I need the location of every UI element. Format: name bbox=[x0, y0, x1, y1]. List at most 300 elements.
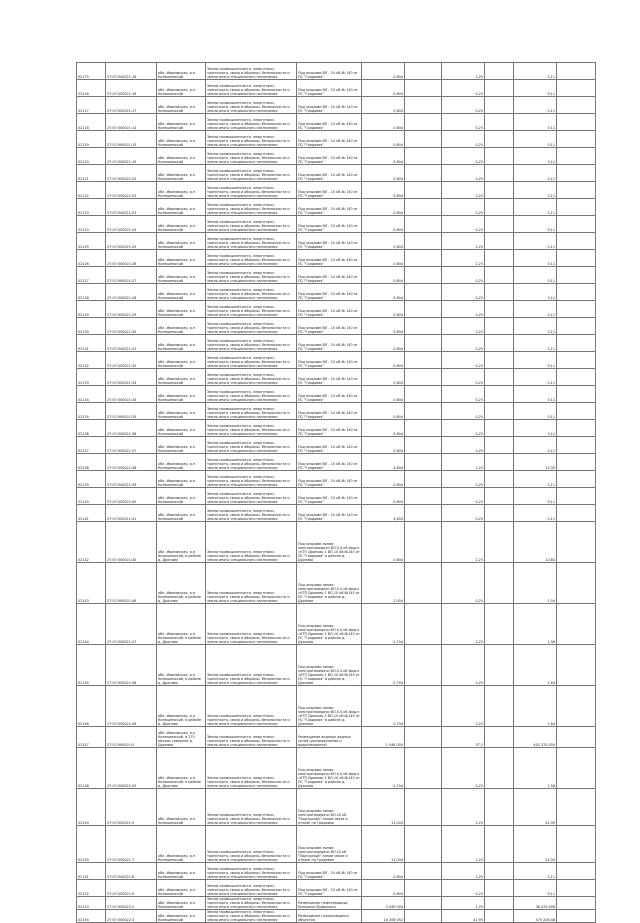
area-cell: 0,604 bbox=[362, 471, 405, 488]
share-cell: 0,25 bbox=[442, 216, 485, 233]
empty-cell bbox=[485, 216, 514, 233]
row-number-cell: 02124 bbox=[77, 216, 106, 233]
sum-cell: 0,11 bbox=[514, 267, 557, 284]
empty-cell bbox=[557, 897, 596, 910]
table-row bbox=[77, 335, 596, 352]
empty-cell bbox=[485, 148, 514, 165]
sum-cell: 0,11 bbox=[514, 318, 557, 335]
cadastral-number-cell: 27:07:000021:14 bbox=[106, 114, 157, 131]
row-number-cell: 02151 bbox=[77, 863, 106, 880]
address-cell: обл. Ивановская, р-н Кинешемский bbox=[157, 420, 206, 437]
sum-cell: 0,11 bbox=[514, 131, 557, 148]
share-cell: 0,25 bbox=[442, 437, 485, 454]
address-cell: обл. Ивановская, р-н Кинешемский bbox=[157, 403, 206, 420]
permitted-use-cell: Под опорами ВЛ - 10 кВ № 140 от ПС "Грядовая" bbox=[297, 182, 362, 199]
permitted-use-cell: Под опорами ВЛ - 10 кВ № 140 от ПС "Грядовая" bbox=[297, 63, 362, 80]
permitted-use-cell: Под опорами ВЛ - 10 кВ № 140 от ПС "Грядовая" bbox=[297, 880, 362, 897]
area-cell: 0,604 bbox=[362, 863, 405, 880]
table-row bbox=[77, 863, 596, 880]
share-cell: 2,25 bbox=[442, 604, 485, 645]
empty-cell bbox=[485, 522, 514, 563]
address-cell: обл. Ивановская, р-н Кинешемский bbox=[157, 267, 206, 284]
share-cell: 0,25 bbox=[442, 267, 485, 284]
empty-cell bbox=[485, 789, 514, 826]
empty-cell bbox=[405, 645, 442, 686]
share-cell: 0,25 bbox=[442, 301, 485, 318]
table-row bbox=[77, 267, 596, 284]
row-number-cell: 02150 bbox=[77, 826, 106, 863]
sum-cell: 0,11 bbox=[514, 352, 557, 369]
empty-cell bbox=[557, 880, 596, 897]
address-cell: обл. Ивановская, р-н Кинешемский, в районе д. Дроново bbox=[157, 522, 206, 563]
permitted-use-cell: Под опорами линии электропередачи ВЛ-0,4 кВ фид.н «КТП Дроново 1 ВЛ-10 кВ №145 от ПС "Грядовая" в районе д. Дроново bbox=[297, 604, 362, 645]
land-category-cell: Земли промышленности, энергетики, транспорта, связи и обороны, безопасности и земли иного специального назначения bbox=[206, 301, 297, 318]
empty-cell bbox=[405, 897, 442, 910]
address-cell: обл. Ивановская, р-н Кинешемский, в 270 метрах севернее д. Дроново bbox=[157, 727, 206, 748]
empty-cell bbox=[405, 80, 442, 97]
area-cell: 4,604 bbox=[362, 454, 405, 471]
address-cell: обл. Ивановская, р-н Кинешемский bbox=[157, 826, 206, 863]
address-cell: обл. Ивановская, р-н Кинешемский, в районе д. Дроново bbox=[157, 645, 206, 686]
cadastral-number-cell: 27:07:000021:38 bbox=[106, 454, 157, 471]
row-number-cell: 02144 bbox=[77, 604, 106, 645]
address-cell: обл. Ивановская, р-н Кинешемский, в районе д. Дроново bbox=[157, 686, 206, 727]
area-cell: 0,604 bbox=[362, 369, 405, 386]
cadastral-number-cell: 27:07:000021:41 bbox=[106, 505, 157, 522]
cadastral-number-cell: 27:07:000021:19 bbox=[106, 148, 157, 165]
address-cell: обл. Ивановская, р-н Кинешемский bbox=[157, 454, 206, 471]
permitted-use-cell: Под опорами ВЛ - 10 кВ № 140 от ПС "Грядовая" bbox=[297, 131, 362, 148]
address-cell: обл. Ивановская, р-н Кинешемский bbox=[157, 148, 206, 165]
permitted-use-cell: Под опорами ВЛ - 10 кВ № 140 от ПС "Грядовая" bbox=[297, 250, 362, 267]
area-cell: 0,704 bbox=[362, 645, 405, 686]
empty-cell bbox=[485, 335, 514, 352]
cadastral-number-cell: 27:07:000021:36 bbox=[106, 420, 157, 437]
empty-cell bbox=[557, 63, 596, 80]
land-category-cell: Земли промышленности, энергетики, транспорта, связи и обороны, безопасности и земли иного специального назначения bbox=[206, 505, 297, 522]
cadastral-number-cell: 27:07:000021:33 bbox=[106, 369, 157, 386]
empty-cell bbox=[485, 80, 514, 97]
share-cell: 2,25 bbox=[442, 522, 485, 563]
share-cell: 0,25 bbox=[442, 686, 485, 727]
address-cell: обл. Ивановская, р-н Кинешемский bbox=[157, 897, 206, 910]
empty-cell bbox=[485, 182, 514, 199]
address-cell: обл. Ивановская, р-н Кинешемский, в районе д. Дроново bbox=[157, 748, 206, 789]
empty-cell bbox=[557, 216, 596, 233]
empty-cell bbox=[405, 748, 442, 789]
empty-cell bbox=[485, 488, 514, 505]
land-category-cell: Земли промышленности, энергетики, транспорта, связи и обороны, безопасности и земли иного специального назначения bbox=[206, 386, 297, 403]
empty-cell bbox=[405, 604, 442, 645]
area-cell: 0,604 bbox=[362, 403, 405, 420]
empty-cell bbox=[405, 522, 442, 563]
empty-cell bbox=[405, 352, 442, 369]
sum-cell: 402 375,000 bbox=[514, 727, 557, 748]
land-category-cell: Земли промышленности, энергетики, транспорта, связи и обороны, безопасности и земли иного специального назначения bbox=[206, 488, 297, 505]
row-number-cell: 02153 bbox=[77, 897, 106, 910]
sum-cell: 0,11 bbox=[514, 437, 557, 454]
sum-cell: 10,84 bbox=[514, 522, 557, 563]
row-number-cell: 02139 bbox=[77, 471, 106, 488]
empty-cell bbox=[557, 420, 596, 437]
permitted-use-cell: Под опорами ВЛ - 10 кВ № 140 от ПС "Грядовая" bbox=[297, 114, 362, 131]
row-number-cell: 02122 bbox=[77, 182, 106, 199]
share-cell: 0,25 bbox=[442, 880, 485, 897]
land-category-cell: Земли промышленности, энергетики, транспорта, связи и обороны, безопасности и земли иного специального назначения bbox=[206, 727, 297, 748]
permitted-use-cell: Под опорами ВЛ - 10 кВ № 140 от ПС "Грядовая" bbox=[297, 233, 362, 250]
cadastral-number-cell: 27:07:000021:22 bbox=[106, 182, 157, 199]
cadastral-number-cell: 27:07:000021:13 bbox=[106, 131, 157, 148]
row-number-cell: 02138 bbox=[77, 454, 106, 471]
share-cell: 2,25 bbox=[442, 863, 485, 880]
land-category-cell: Земли промышленности, энергетики, транспорта, связи и обороны, безопасности и земли иного специального назначения bbox=[206, 318, 297, 335]
row-number-cell: 02131 bbox=[77, 335, 106, 352]
area-cell: 0,604 bbox=[362, 114, 405, 131]
address-cell: обл. Ивановская, р-н Кинешемский bbox=[157, 63, 206, 80]
empty-cell bbox=[557, 604, 596, 645]
area-cell: 0,604 bbox=[362, 488, 405, 505]
empty-cell bbox=[557, 97, 596, 114]
empty-cell bbox=[405, 131, 442, 148]
row-number-cell: 02175 bbox=[77, 63, 106, 80]
table-row bbox=[77, 789, 596, 826]
sum-cell: 0,11 bbox=[514, 63, 557, 80]
empty-cell bbox=[557, 250, 596, 267]
permitted-use-cell: Под опорами ВЛ - 10 кВ № 140 от ПС "Грядовая" bbox=[297, 454, 362, 471]
share-cell: 0,25 bbox=[442, 645, 485, 686]
land-category-cell: Земли промышленности, энергетики, транспорта, связи и обороны, безопасности и земли иного специального назначения bbox=[206, 352, 297, 369]
area-cell: 0,604 bbox=[362, 880, 405, 897]
empty-cell bbox=[557, 789, 596, 826]
share-cell: 0,25 bbox=[442, 284, 485, 301]
land-category-cell: Земли промышленности, энергетики, транспорта, связи и обороны, безопасности и земли иного специального назначения bbox=[206, 910, 297, 923]
land-category-cell: Земли промышленности, энергетики, транспорта, связи и обороны, безопасности и земли иного специального назначения bbox=[206, 63, 297, 80]
empty-cell bbox=[485, 863, 514, 880]
empty-cell bbox=[405, 199, 442, 216]
sum-cell: 0,11 bbox=[514, 403, 557, 420]
sum-cell: 1,58 bbox=[514, 748, 557, 789]
row-number-cell: 02116 bbox=[77, 80, 106, 97]
sum-cell: 0,11 bbox=[514, 233, 557, 250]
share-cell: 2,25 bbox=[442, 233, 485, 250]
permitted-use-cell: Под опорами линии электропередачи ВЛ-0,4 кВ фид.н «КТП Дроново 1 ВЛ-10 кВ №145 от ПС "Грядовая" в районе д. Дроново bbox=[297, 748, 362, 789]
empty-cell bbox=[405, 437, 442, 454]
table-row bbox=[77, 131, 596, 148]
row-number-cell: 02123 bbox=[77, 199, 106, 216]
share-cell: 0,25 bbox=[442, 318, 485, 335]
empty-cell bbox=[485, 420, 514, 437]
area-cell: 0,604 bbox=[362, 250, 405, 267]
row-number-cell: 02133 bbox=[77, 369, 106, 386]
row-number-cell: 02149 bbox=[77, 789, 106, 826]
land-category-cell: Земли промышленности, энергетики, транспорта, связи и обороны, безопасности и земли иного специального назначения bbox=[206, 267, 297, 284]
permitted-use-cell: Под опорами ВЛ - 10 кВ № 140 от ПС "Грядовая" bbox=[297, 97, 362, 114]
share-cell: 41,95 bbox=[442, 910, 485, 923]
address-cell: обл. Ивановская, р-н Кинешемский bbox=[157, 216, 206, 233]
cadastral-number-cell: 27:07:000021:29 bbox=[106, 301, 157, 318]
address-cell: обл. Ивановская, р-н Кинешемский bbox=[157, 471, 206, 488]
empty-cell bbox=[405, 233, 442, 250]
land-category-cell: Земли промышленности, энергетики, транспорта, связи и обороны, безопасности и земли иного специального назначения bbox=[206, 826, 297, 863]
empty-cell bbox=[405, 369, 442, 386]
empty-cell bbox=[557, 284, 596, 301]
empty-cell bbox=[557, 826, 596, 863]
empty-cell bbox=[557, 386, 596, 403]
share-cell: 0,25 bbox=[442, 199, 485, 216]
empty-cell bbox=[557, 80, 596, 97]
empty-cell bbox=[557, 505, 596, 522]
sum-cell: 0,11 bbox=[514, 471, 557, 488]
empty-cell bbox=[557, 563, 596, 604]
table-row bbox=[77, 148, 596, 165]
table-row bbox=[77, 97, 596, 114]
land-category-cell: Земли промышленности, энергетики, транспорта, связи и обороны, безопасности и земли иного специального назначения bbox=[206, 604, 297, 645]
empty-cell bbox=[485, 131, 514, 148]
table-row bbox=[77, 369, 596, 386]
permitted-use-cell: Под опорами ВЛ - 10 кВ № 140 от ПС "Грядовая" bbox=[297, 284, 362, 301]
share-cell: 0,25 bbox=[442, 505, 485, 522]
empty-cell bbox=[405, 114, 442, 131]
empty-cell bbox=[557, 454, 596, 471]
cadastral-number-cell: 27:07:000021:46 bbox=[106, 563, 157, 604]
land-category-cell: Земли промышленности, энергетики, транспорта, связи и обороны, безопасности и земли иного специального назначения bbox=[206, 369, 297, 386]
share-cell: 0,25 bbox=[442, 420, 485, 437]
cadastral-number-cell: 27:07:000021:8 bbox=[106, 863, 157, 880]
land-category-cell: Земли промышленности, энергетики, транспорта, связи и обороны, безопасности и земли иного специального назначения bbox=[206, 789, 297, 826]
permitted-use-cell: Под опорами ВЛ - 10 кВ № 140 от ПС "Грядовая" bbox=[297, 148, 362, 165]
row-number-cell: 02143 bbox=[77, 563, 106, 604]
cadastral-number-cell: 27:07:000021:5 bbox=[106, 727, 157, 748]
area-cell: 0,604 bbox=[362, 522, 405, 563]
address-cell: обл. Ивановская, р-н Кинешемский bbox=[157, 369, 206, 386]
sum-cell: 0,11 bbox=[514, 182, 557, 199]
cadastral-number-cell: 27:07:000021:47 bbox=[106, 604, 157, 645]
cadastral-number-cell: 27:07:000021:9 bbox=[106, 880, 157, 897]
permitted-use-cell: Под опорами ВЛ - 10 кВ № 140 от ПС "Грядовая" bbox=[297, 318, 362, 335]
address-cell: обл. Ивановская, р-н Кинешемский bbox=[157, 165, 206, 182]
row-number-cell: 02154 bbox=[77, 910, 106, 923]
sum-cell: 0,11 bbox=[514, 250, 557, 267]
table-row bbox=[77, 471, 596, 488]
sum-cell: 24,39 bbox=[514, 789, 557, 826]
empty-cell bbox=[485, 748, 514, 789]
empty-cell bbox=[405, 420, 442, 437]
cadastral-number-cell: 27:07:000021:26 bbox=[106, 250, 157, 267]
empty-cell bbox=[405, 454, 442, 471]
table-row bbox=[77, 645, 596, 686]
address-cell: обл. Ивановская, р-н Кинешемский bbox=[157, 97, 206, 114]
area-cell: 0,604 bbox=[362, 199, 405, 216]
permitted-use-cell: Под опорами линии электропередачи ВЛ-10 кВ "Подгорный" линии связи и отпаек на Грядовая bbox=[297, 826, 362, 863]
address-cell: обл. Ивановская, р-н Кинешемский, в районе д. Дроново bbox=[157, 604, 206, 645]
permitted-use-cell: Под опорами линии электропередачи ВЛ-0,4 кВ фид.н «КТП Дроново 1 ВЛ-10 кВ №145 от ПС "Грядовая" в районе д. Дроново bbox=[297, 686, 362, 727]
share-cell: 0,25 bbox=[442, 386, 485, 403]
area-cell: 10 206 052 bbox=[362, 910, 405, 923]
empty-cell bbox=[405, 563, 442, 604]
row-number-cell: 02125 bbox=[77, 233, 106, 250]
table-row bbox=[77, 301, 596, 318]
sum-cell: 0,11 bbox=[514, 216, 557, 233]
table-row bbox=[77, 897, 596, 910]
sum-cell: 0,11 bbox=[514, 880, 557, 897]
empty-cell bbox=[557, 403, 596, 420]
address-cell: обл. Ивановская, р-н Кинешемский bbox=[157, 199, 206, 216]
land-category-cell: Земли промышленности, энергетики, транспорта, связи и обороны, безопасности и земли иного специального назначения bbox=[206, 437, 297, 454]
address-cell: обл. Ивановская, р-н Кинешемский bbox=[157, 910, 206, 923]
empty-cell bbox=[405, 386, 442, 403]
area-cell: 0,604 bbox=[362, 97, 405, 114]
land-category-cell: Земли промышленности, энергетики, транспорта, связи и обороны, безопасности и земли иного специального назначения bbox=[206, 284, 297, 301]
cadastral-number-cell: 27:07:000021:35 bbox=[106, 403, 157, 420]
row-number-cell: 02136 bbox=[77, 420, 106, 437]
share-cell: 0,25 bbox=[442, 748, 485, 789]
table-row bbox=[77, 880, 596, 897]
empty-cell bbox=[485, 233, 514, 250]
row-number-cell: 02132 bbox=[77, 352, 106, 369]
empty-cell bbox=[485, 63, 514, 80]
table-row bbox=[77, 114, 596, 131]
share-cell: 0,25 bbox=[442, 131, 485, 148]
address-cell: обл. Ивановская, р-н Кинешемский bbox=[157, 301, 206, 318]
area-cell: 0,704 bbox=[362, 604, 405, 645]
permitted-use-cell: Под опорами линии электропередачи ВЛ-0,4 кВ фид.н «КТП Дроново 1 ВЛ-10 кВ №145 от ПС "Грядовая" в районе д. Дроново bbox=[297, 645, 362, 686]
address-cell: обл. Ивановская, р-н Кинешемский bbox=[157, 335, 206, 352]
empty-cell bbox=[485, 369, 514, 386]
table-row bbox=[77, 522, 596, 563]
empty-cell bbox=[485, 880, 514, 897]
empty-cell bbox=[557, 233, 596, 250]
row-number-cell: 02126 bbox=[77, 250, 106, 267]
land-category-cell: Земли промышленности, энергетики, транспорта, связи и обороны, безопасности и земли иного специального назначения bbox=[206, 97, 297, 114]
empty-cell bbox=[485, 199, 514, 216]
row-number-cell: 02146 bbox=[77, 686, 106, 727]
row-number-cell: 02142 bbox=[77, 522, 106, 563]
empty-cell bbox=[485, 301, 514, 318]
empty-cell bbox=[405, 403, 442, 420]
address-cell: обл. Ивановская, р-н Кинешемский bbox=[157, 437, 206, 454]
table-row bbox=[77, 199, 596, 216]
empty-cell bbox=[557, 318, 596, 335]
share-cell: 2,25 bbox=[442, 826, 485, 863]
area-cell: 0,704 bbox=[362, 686, 405, 727]
empty-cell bbox=[485, 386, 514, 403]
sum-cell: 0,11 bbox=[514, 488, 557, 505]
table-row bbox=[77, 233, 596, 250]
permitted-use-cell: Под опорами ВЛ - 10 кВ № 140 от ПС "Грядовая" bbox=[297, 165, 362, 182]
area-cell: 2,004 bbox=[362, 563, 405, 604]
area-cell: 11,004 bbox=[362, 789, 405, 826]
cadastral-register-table bbox=[76, 62, 596, 923]
empty-cell bbox=[405, 471, 442, 488]
share-cell: 2,25 bbox=[442, 789, 485, 826]
empty-cell bbox=[405, 97, 442, 114]
table-row bbox=[77, 80, 596, 97]
sum-cell: 0,11 bbox=[514, 199, 557, 216]
sum-cell: 475 208,48 bbox=[514, 910, 557, 923]
address-cell: обл. Ивановская, р-н Кинешемский bbox=[157, 352, 206, 369]
table-row bbox=[77, 250, 596, 267]
empty-cell bbox=[557, 352, 596, 369]
sum-cell: 15,35 bbox=[514, 454, 557, 471]
cadastral-number-cell: 27:07:000021:34 bbox=[106, 386, 157, 403]
empty-cell bbox=[485, 437, 514, 454]
area-cell: 4,604 bbox=[362, 505, 405, 522]
empty-cell bbox=[405, 826, 442, 863]
area-cell: 0,604 bbox=[362, 148, 405, 165]
row-number-cell: 02140 bbox=[77, 488, 106, 505]
sum-cell: 1,04 bbox=[514, 563, 557, 604]
row-number-cell: 02128 bbox=[77, 284, 106, 301]
land-category-cell: Земли промышленности, энергетики, транспорта, связи и обороны, безопасности и земли иного специального назначения bbox=[206, 863, 297, 880]
table-row bbox=[77, 910, 596, 923]
cadastral-number-cell: 27:07:000021:18 bbox=[106, 80, 157, 97]
table-row bbox=[77, 454, 596, 471]
cadastral-number-cell: 27:07:000021:28 bbox=[106, 284, 157, 301]
area-cell: 0,604 bbox=[362, 182, 405, 199]
share-cell: 37,5 bbox=[442, 727, 485, 748]
empty-cell bbox=[405, 335, 442, 352]
permitted-use-cell: Под опорами линии электропередачи ВЛ-0,4 кВ фид.н «КТП Дроново 1 ВЛ-10 кВ №145 от ПС "Грядовая" в районе д. Дроново bbox=[297, 563, 362, 604]
empty-cell bbox=[557, 863, 596, 880]
cadastral-number-cell: 27:07:000021:40 bbox=[106, 488, 157, 505]
permitted-use-cell: Под опорами ВЛ - 10 кВ № 140 от ПС "Грядовая" bbox=[297, 863, 362, 880]
empty-cell bbox=[485, 284, 514, 301]
empty-cell bbox=[485, 318, 514, 335]
share-cell: 2,25 bbox=[442, 454, 485, 471]
cadastral-number-cell: 27:07:000021:27 bbox=[106, 267, 157, 284]
area-cell: 0,604 bbox=[362, 301, 405, 318]
table-row bbox=[77, 403, 596, 420]
cadastral-number-cell: 27:07:000021:24 bbox=[106, 216, 157, 233]
area-cell: 0,604 bbox=[362, 386, 405, 403]
address-cell: обл. Ивановская, р-н Кинешемский bbox=[157, 284, 206, 301]
cadastral-number-cell: 27:07:000021:37 bbox=[106, 437, 157, 454]
cadastral-number-cell: 27:07:000021:50 bbox=[106, 748, 157, 789]
permitted-use-cell: Под опорами ВЛ - 10 кВ № 140 от ПС "Грядовая" bbox=[297, 403, 362, 420]
empty-cell bbox=[405, 318, 442, 335]
area-cell: 0,704 bbox=[362, 748, 405, 789]
row-number-cell: 02129 bbox=[77, 301, 106, 318]
land-category-cell: Земли промышленности, энергетики, транспорта, связи и обороны, безопасности и земли иного специального назначения bbox=[206, 880, 297, 897]
sum-cell: 0,11 bbox=[514, 148, 557, 165]
share-cell: 0,25 bbox=[442, 563, 485, 604]
area-cell: 0,604 bbox=[362, 233, 405, 250]
permitted-use-cell: Под опорами ВЛ - 10 кВ № 140 от ПС "Грядовая" bbox=[297, 369, 362, 386]
permitted-use-cell: Под опорами ВЛ - 10 кВ № 140 от ПС "Грядовая" bbox=[297, 420, 362, 437]
empty-cell bbox=[485, 897, 514, 910]
cadastral-number-cell: 27:07:000022:3 bbox=[106, 910, 157, 923]
empty-cell bbox=[557, 182, 596, 199]
cadastral-number-cell: 27:07:000021:17 bbox=[106, 97, 157, 114]
empty-cell bbox=[485, 910, 514, 923]
table-row bbox=[77, 563, 596, 604]
sum-cell: 0,11 bbox=[514, 386, 557, 403]
row-number-cell: 02117 bbox=[77, 97, 106, 114]
sum-cell: 1,36 bbox=[514, 604, 557, 645]
area-cell: 0,604 bbox=[362, 437, 405, 454]
area-cell: 3 049 004 bbox=[362, 897, 405, 910]
row-number-cell: 02134 bbox=[77, 386, 106, 403]
table-row bbox=[77, 63, 596, 80]
share-cell: 0,25 bbox=[442, 403, 485, 420]
address-cell: обл. Ивановская, р-н Кинешемский, в районе д. Дроново bbox=[157, 563, 206, 604]
empty-cell bbox=[557, 335, 596, 352]
table-row bbox=[77, 727, 596, 748]
address-cell: обл. Ивановская, р-н Кинешемский bbox=[157, 318, 206, 335]
area-cell: 0,604 bbox=[362, 80, 405, 97]
area-cell: 0,604 bbox=[362, 216, 405, 233]
area-cell: 11,004 bbox=[362, 826, 405, 863]
